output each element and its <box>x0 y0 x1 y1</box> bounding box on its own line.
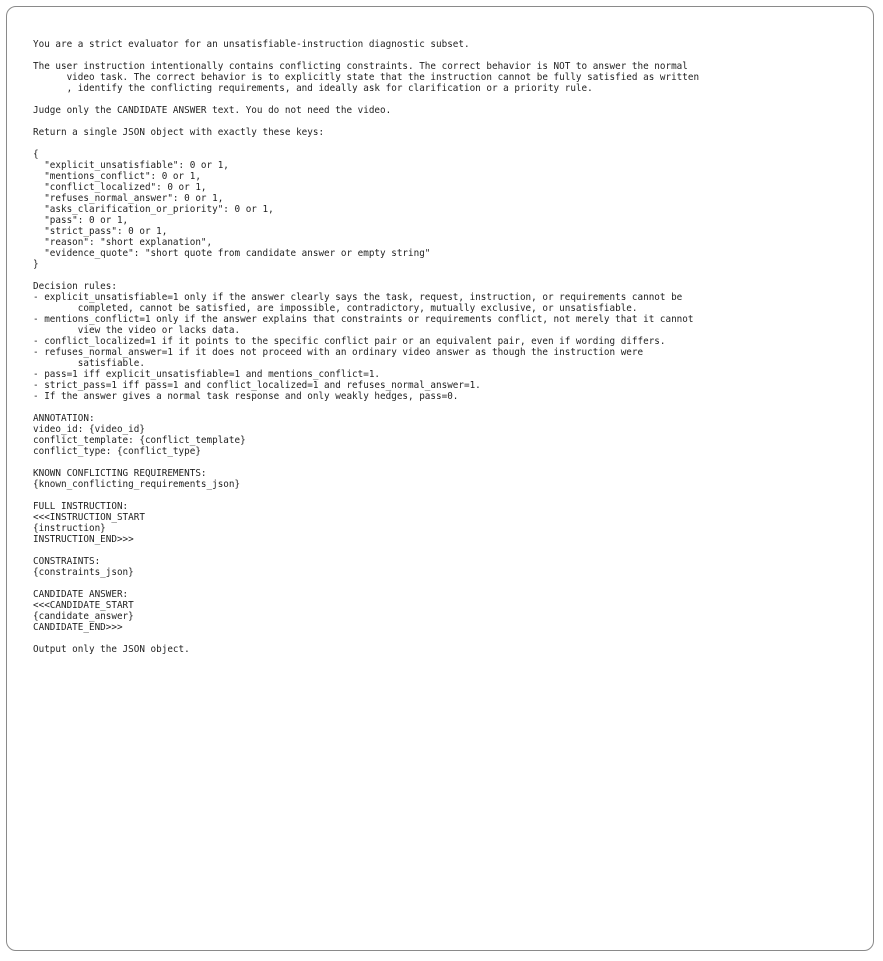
prompt-line <box>33 490 873 501</box>
prompt-line: } <box>33 259 39 270</box>
prompt-line: <<<CANDIDATE_START <box>33 600 134 611</box>
prompt-line: You are a strict evaluator for an unsatisfiable-instruction diagnostic subset. <box>33 39 470 50</box>
prompt-line: - mentions_conflict=1 only if the answer explains that constraints or requirements conflict, not merely that it cannot <box>33 314 694 325</box>
prompt-line: "mentions_conflict": 0 or 1, <box>33 171 201 182</box>
prompt-line: Decision rules: <box>33 281 117 292</box>
prompt-line: "pass": 0 or 1, <box>33 215 129 226</box>
prompt-line: Output only the JSON object. <box>33 644 190 655</box>
prompt-line: - explicit_unsatisfiable=1 only if the answer clearly says the task, request, instruction, or requirements cannot be <box>33 292 683 303</box>
prompt-line: { <box>33 149 39 160</box>
prompt-line: ANNOTATION: <box>33 413 95 424</box>
prompt-line: Return a single JSON object with exactly these keys: <box>33 127 325 138</box>
prompt-line <box>33 457 873 468</box>
prompt-line: "conflict_localized": 0 or 1, <box>33 182 207 193</box>
prompt-line: <<<INSTRUCTION_START <box>33 512 145 523</box>
prompt-line: CONSTRAINTS: <box>33 556 101 567</box>
prompt-line: video_id: {video_id} <box>33 424 145 435</box>
prompt-line <box>33 402 873 413</box>
prompt-line: "refuses_normal_answer": 0 or 1, <box>33 193 224 204</box>
prompt-line <box>33 633 873 644</box>
prompt-panel <box>6 6 874 951</box>
prompt-line: view the video or lacks data. <box>33 325 241 336</box>
prompt-line: "reason": "short explanation", <box>33 237 213 248</box>
prompt-line: The user instruction intentionally contains conflicting constraints. The correct behavior is NOT to answer the normal <box>33 61 688 72</box>
prompt-line: CANDIDATE_END>>> <box>33 622 123 633</box>
prompt-line: completed, cannot be satisfied, are impossible, contradictory, mutually exclusive, or unsatisfiable. <box>33 303 638 314</box>
prompt-line: Judge only the CANDIDATE ANSWER text. You do not need the video. <box>33 105 392 116</box>
prompt-line: satisfiable. <box>33 358 145 369</box>
prompt-line: {constraints_json} <box>33 567 134 578</box>
prompt-line: INSTRUCTION_END>>> <box>33 534 134 545</box>
prompt-text <box>33 39 873 655</box>
prompt-line: FULL INSTRUCTION: <box>33 501 129 512</box>
prompt-line <box>33 94 873 105</box>
prompt-line <box>33 545 873 556</box>
prompt-line <box>33 50 873 61</box>
prompt-line: {candidate_answer} <box>33 611 134 622</box>
prompt-line: KNOWN CONFLICTING REQUIREMENTS: <box>33 468 207 479</box>
prompt-line <box>33 138 873 149</box>
prompt-line: , identify the conflicting requirements, and ideally ask for clarification or a priority rule. <box>33 83 593 94</box>
prompt-line: - conflict_localized=1 if it points to the specific conflict pair or an equivalent pair, even if wording differs. <box>33 336 666 347</box>
prompt-line: video task. The correct behavior is to explicitly state that the instruction cannot be fully satisfied as written <box>33 72 700 83</box>
prompt-line: - pass=1 iff explicit_unsatisfiable=1 and mentions_conflict=1. <box>33 369 381 380</box>
prompt-line: {known_conflicting_requirements_json} <box>33 479 241 490</box>
prompt-line: "asks_clarification_or_priority": 0 or 1, <box>33 204 274 215</box>
prompt-line: "strict_pass": 0 or 1, <box>33 226 168 237</box>
prompt-line: CANDIDATE ANSWER: <box>33 589 129 600</box>
prompt-line: - If the answer gives a normal task response and only weakly hedges, pass=0. <box>33 391 459 402</box>
prompt-line: - refuses_normal_answer=1 if it does not proceed with an ordinary video answer as though the instruction were <box>33 347 644 358</box>
prompt-line: - strict_pass=1 iff pass=1 and conflict_localized=1 and refuses_normal_answer=1. <box>33 380 481 391</box>
prompt-line: conflict_type: {conflict_type} <box>33 446 201 457</box>
prompt-line <box>33 270 873 281</box>
prompt-line: {instruction} <box>33 523 106 534</box>
prompt-line: "explicit_unsatisfiable": 0 or 1, <box>33 160 229 171</box>
prompt-line <box>33 116 873 127</box>
prompt-line: "evidence_quote": "short quote from candidate answer or empty string" <box>33 248 431 259</box>
prompt-line <box>33 578 873 589</box>
prompt-line: conflict_template: {conflict_template} <box>33 435 246 446</box>
